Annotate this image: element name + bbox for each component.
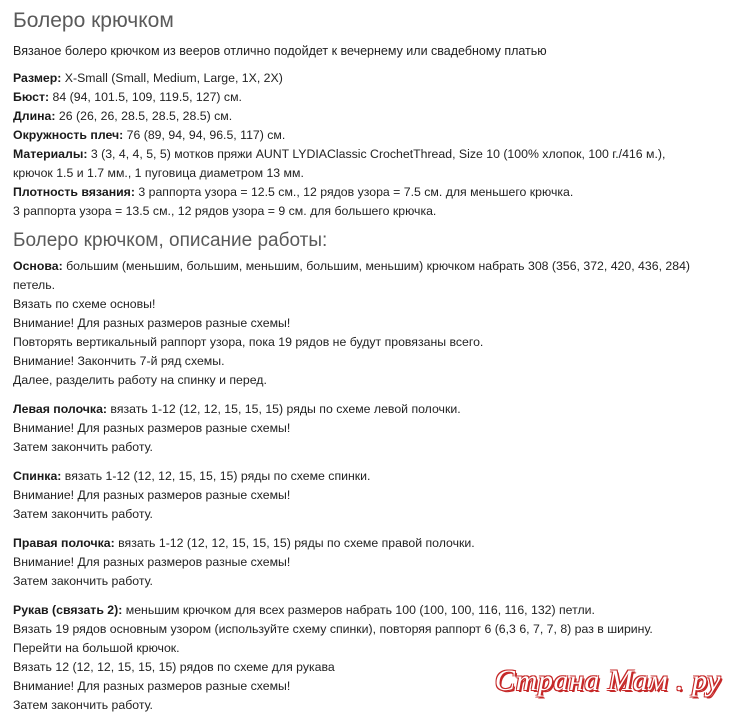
line-text: Перейти на большой крючок. bbox=[13, 641, 180, 655]
text-line bbox=[13, 295, 725, 314]
line-text: вязать 1-12 (12, 12, 15, 15, 15) ряды по схеме левой полочки. bbox=[107, 402, 461, 416]
spec-value: 26 (26, 26, 28.5, 28.5, 28.5) см. bbox=[55, 109, 233, 123]
text-line bbox=[13, 534, 725, 553]
text-line bbox=[13, 371, 725, 390]
line-label: Правая полочка: bbox=[13, 536, 115, 550]
text-line bbox=[13, 620, 725, 639]
text-line bbox=[13, 639, 725, 658]
line-text: Внимание! Для разных размеров разные схемы! bbox=[13, 316, 291, 330]
page-title: Болеро крючком bbox=[13, 9, 174, 32]
section-heading: Болеро крючком, описание работы: bbox=[13, 230, 328, 251]
spec-row bbox=[13, 164, 725, 183]
spec-value: 3 раппорта узора = 12.5 см., 12 рядов узора = 7.5 см. для меньшего крючка. bbox=[134, 185, 574, 199]
line-text: меньшим крючком для всех размеров набрать 100 (100, 100, 116, 116, 132) петли. bbox=[122, 603, 595, 617]
spec-row bbox=[13, 145, 725, 164]
text-line bbox=[13, 419, 725, 438]
text-line bbox=[13, 438, 725, 457]
spec-value: 3 (3, 4, 4, 5, 5) мотков пряжи AUNT LYDIAClassic CrochetThread, Size 10 (100% хлопок, 100 г./416 м.), bbox=[87, 147, 666, 161]
line-text: Внимание! Для разных размеров разные схемы! bbox=[13, 488, 291, 502]
spec-row bbox=[13, 183, 725, 202]
line-text: Внимание! Для разных размеров разные схемы! bbox=[13, 679, 291, 693]
text-line bbox=[13, 400, 725, 419]
line-text: Далее, разделить работу на спинку и перед. bbox=[13, 373, 267, 387]
line-label: Рукав (связать 2): bbox=[13, 603, 123, 617]
spec-label: Окружность плеч: bbox=[13, 128, 124, 142]
spec-row bbox=[13, 202, 725, 221]
spacer bbox=[13, 457, 725, 467]
line-text: Затем закончить работу. bbox=[13, 698, 153, 712]
line-text: Внимание! Для разных размеров разные схемы! bbox=[13, 421, 291, 435]
text-line bbox=[13, 505, 725, 524]
line-text: Затем закончить работу. bbox=[13, 574, 153, 588]
line-label: Основа: bbox=[13, 259, 63, 273]
line-text: Повторять вертикальный раппорт узора, пока 19 рядов не будут провязаны всего. bbox=[13, 335, 484, 349]
line-text: петель. bbox=[13, 278, 56, 292]
line-text: большим (меньшим, большим, меньшим, большим, меньшим) крючком набрать 308 (356, 372, 420, 436, 284) bbox=[62, 259, 691, 273]
text-line bbox=[13, 572, 725, 591]
spec-value: X-Small (Small, Medium, Large, 1X, 2X) bbox=[61, 71, 283, 85]
spec-row bbox=[13, 88, 725, 107]
spec-label: Размер: bbox=[13, 71, 62, 85]
text-line bbox=[13, 553, 725, 572]
spec-row bbox=[13, 107, 725, 126]
line-text: Вязать по схеме основы! bbox=[13, 297, 156, 311]
line-text: вязать 1-12 (12, 12, 15, 15, 15) ряды по схеме спинки. bbox=[61, 469, 371, 483]
spec-label: Материалы: bbox=[13, 147, 88, 161]
text-line bbox=[13, 276, 725, 295]
spec-value: 84 (94, 101.5, 109, 119.5, 127) см. bbox=[49, 90, 242, 104]
line-label: Спинка: bbox=[13, 469, 62, 483]
spec-label: Плотность вязания: bbox=[13, 185, 135, 199]
text-line bbox=[13, 467, 725, 486]
watermark-logo: Страна Мам . ру bbox=[494, 664, 721, 697]
spacer bbox=[13, 591, 725, 601]
line-text: Затем закончить работу. bbox=[13, 440, 153, 454]
text-line bbox=[13, 333, 725, 352]
spec-label: Бюст: bbox=[13, 90, 50, 104]
line-text: вязать 1-12 (12, 12, 15, 15, 15) ряды по схеме правой полочки. bbox=[114, 536, 475, 550]
text-line bbox=[13, 352, 725, 371]
text-line bbox=[13, 601, 725, 620]
subtitle: Вязаное болеро крючком из вееров отлично подойдет к вечернему или свадебному платью bbox=[13, 44, 547, 58]
article bbox=[13, 6, 725, 715]
line-text: Затем закончить работу. bbox=[13, 507, 153, 521]
line-text: Внимание! Закончить 7-й ряд схемы. bbox=[13, 354, 225, 368]
text-line bbox=[13, 257, 725, 276]
spec-label: Длина: bbox=[13, 109, 56, 123]
line-text: Внимание! Для разных размеров разные схемы! bbox=[13, 555, 291, 569]
spacer bbox=[13, 524, 725, 534]
section-right-front bbox=[13, 534, 725, 591]
spec-list bbox=[13, 69, 725, 221]
section-base bbox=[13, 257, 725, 390]
spec-row bbox=[13, 69, 725, 88]
text-line bbox=[13, 696, 725, 715]
line-text: Вязать 12 (12, 12, 15, 15, 15) рядов по схеме для рукава bbox=[13, 660, 335, 674]
section-back bbox=[13, 467, 725, 524]
spacer bbox=[13, 390, 725, 400]
line-label: Левая полочка: bbox=[13, 402, 108, 416]
spec-value: крючок 1.5 и 1.7 мм., 1 пуговица диаметром 13 мм. bbox=[13, 166, 304, 180]
spec-value: 3 раппорта узора = 13.5 см., 12 рядов узора = 9 см. для большего крючка. bbox=[13, 204, 437, 218]
line-text: Вязать 19 рядов основным узором (используйте схему спинки), повторяя раппорт 6 (6,3 6, 7, 7, 8) раз в ширину. bbox=[13, 622, 653, 636]
section-left-front bbox=[13, 400, 725, 457]
spec-row bbox=[13, 126, 725, 145]
text-line bbox=[13, 486, 725, 505]
spec-value: 76 (89, 94, 94, 96.5, 117) см. bbox=[123, 128, 286, 142]
text-line bbox=[13, 314, 725, 333]
